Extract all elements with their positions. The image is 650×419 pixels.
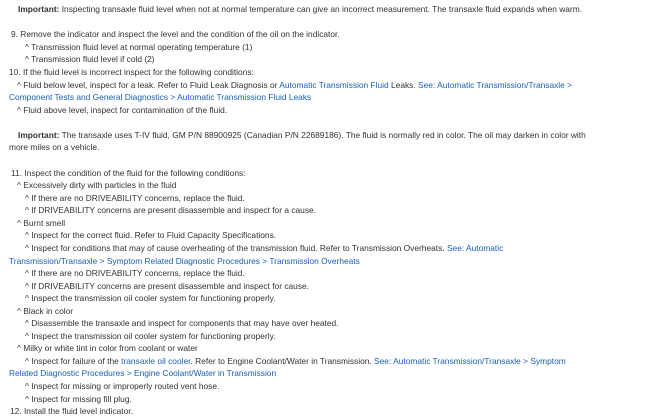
- coolant-water-link[interactable]: See: Automatic Transmission/Transaxle > Symptom: [374, 356, 566, 366]
- list-item-text: Leaks.: [388, 80, 419, 90]
- note-text-cont: more miles on a vehicle.: [9, 142, 100, 152]
- overheats-link[interactable]: Transmission/Transaxle > Symptom Related Diagnostic Procedures > Transmission Overheats: [9, 256, 360, 266]
- oil-cooler-link[interactable]: transaxle oil cooler: [121, 356, 191, 366]
- step-10: 10. If the fluid level is incorrect inspect for the following conditions:: [9, 67, 254, 77]
- atf-link[interactable]: Automatic Transmission Fluid: [279, 80, 389, 90]
- list-item: ^ Transmission fluid level if cold (2): [25, 54, 155, 64]
- step-12: 12. Install the fluid level indicator.: [10, 406, 133, 416]
- list-item: ^ Inspect the transmission oil cooler system for functioning properly.: [25, 293, 276, 303]
- condition-dirty: ^ Excessively dirty with particles in the fluid: [17, 180, 177, 190]
- list-item: ^ Disassemble the transaxle and inspect for components that may have over heated.: [25, 318, 339, 328]
- important-note-temperature: [18, 3, 582, 15]
- list-item-fluid-below: [17, 79, 572, 91]
- coolant-water-link[interactable]: Related Diagnostic Procedures > Engine Coolant/Water in Transmission: [9, 368, 277, 378]
- list-item: ^ Inspect the transmission oil cooler system for functioning properly.: [25, 331, 276, 341]
- overheats-link[interactable]: See: Automatic: [446, 243, 504, 253]
- step-9: 9. Remove the indicator and inspect the level and the condition of the oil on the indicator.: [11, 29, 340, 39]
- condition-black: ^ Black in color: [17, 306, 74, 316]
- important-label: Important:: [18, 130, 60, 140]
- important-note-fluid: [18, 129, 586, 141]
- list-item: ^ Transmission fluid level at normal operating temperature (1): [25, 42, 253, 52]
- note-text: Inspecting transaxle fluid level when not at normal temperature can give an incorrect measurement. The transaxle fluid expands when warm.: [59, 4, 583, 14]
- list-item: ^ If DRIVEABILITY concerns are present disassemble and inspect for a cause.: [25, 205, 316, 215]
- fluid-leaks-link[interactable]: Component Tests and General Diagnostics > Automatic Transmission Fluid Leaks: [9, 92, 312, 102]
- important-label: Important:: [18, 4, 60, 14]
- fluid-leaks-link[interactable]: See: Automatic Transmission/Transaxle >: [418, 80, 573, 90]
- note-text: The transaxle uses T-IV fluid, GM P/N 88900925 (Canadian P/N 22689186). The fluid is normally red in color. The oil may darken in color with: [59, 130, 586, 140]
- condition-burnt: ^ Burnt smell: [17, 218, 66, 228]
- list-item: ^ If DRIVEABILITY concerns are present disassemble and inspect for cause.: [25, 281, 310, 291]
- fluid-leaks-link-cont[interactable]: [9, 91, 311, 103]
- list-item-oil-cooler: [25, 355, 566, 367]
- list-item: ^ If there are no DRIVEABILITY concerns, replace the fluid.: [25, 268, 245, 278]
- list-item-overheats: [25, 242, 503, 254]
- coolant-water-link-cont[interactable]: [9, 367, 276, 379]
- list-item: ^ If there are no DRIVEABILITY concerns, replace the fluid.: [25, 193, 245, 203]
- list-item-text: ^ Inspect for conditions that may of cause overheating of the transmission fluid. Refer to Transmission Overheats.: [25, 243, 447, 253]
- list-item: ^ Inspect for missing fill plug.: [25, 394, 132, 404]
- condition-milky: ^ Milky or white tint in color from coolant or water: [17, 343, 198, 353]
- list-item-text: ^ Inspect for failure of the: [25, 356, 122, 366]
- list-item-fluid-above: ^ Fluid above level, inspect for contamination of the fluid.: [17, 105, 228, 115]
- list-item: ^ Inspect for missing or improperly routed vent hose.: [25, 381, 220, 391]
- list-item-text: . Refer to Engine Coolant/Water in Transmission.: [190, 356, 375, 366]
- list-item-text: ^ Fluid below level, inspect for a leak. Refer to Fluid Leak Diagnosis or: [17, 80, 280, 90]
- list-item: ^ Inspect for the correct fluid. Refer to Fluid Capacity Specifications.: [25, 230, 277, 240]
- step-11: 11. Inspect the condition of the fluid for the following conditions:: [11, 168, 246, 178]
- overheats-link-cont[interactable]: [9, 255, 360, 267]
